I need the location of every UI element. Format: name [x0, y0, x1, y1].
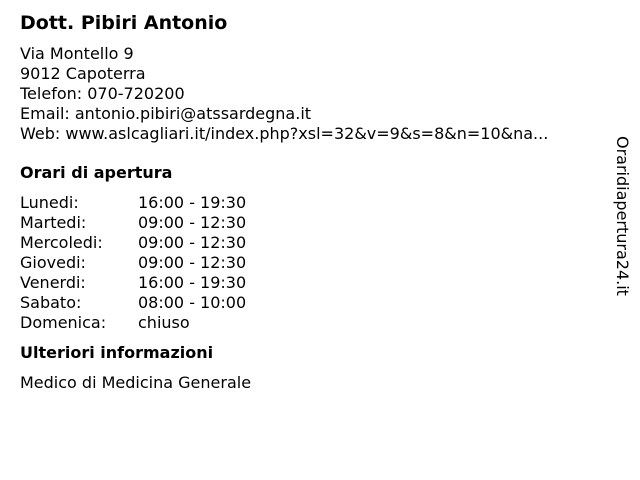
address-street: Via Montello 9: [20, 44, 134, 63]
additional-info-text: Medico di Medicina Generale: [20, 373, 252, 392]
time-value: chiuso: [138, 313, 190, 332]
time-value: 16:00 - 19:30: [138, 273, 247, 292]
hours-row-monday: [20, 193, 610, 213]
day-label: Domenica:: [20, 313, 107, 332]
time-value: 09:00 - 12:30: [138, 253, 247, 272]
email-line: Email: antonio.pibiri@atssardegna.it: [20, 104, 312, 123]
address-city: 9012 Capoterra: [20, 64, 146, 83]
hours-row-saturday: [20, 293, 610, 313]
hours-row-wednesday: [20, 233, 610, 253]
time-value: 09:00 - 12:30: [138, 233, 247, 252]
opening-hours-title: Orari di apertura: [20, 163, 173, 182]
time-value: 09:00 - 12:30: [138, 213, 247, 232]
day-label: Mercoledi:: [20, 233, 103, 252]
hours-row-sunday: [20, 313, 610, 333]
opening-hours-table: [20, 193, 610, 333]
additional-info-title: Ulteriori informazioni: [20, 343, 214, 362]
brand-watermark: Oraridiapertura24.it: [613, 136, 632, 296]
hours-row-friday: [20, 273, 610, 293]
day-label: Sabato:: [20, 293, 82, 312]
day-label: Martedi:: [20, 213, 87, 232]
day-label: Venerdi:: [20, 273, 86, 292]
day-label: Lunedi:: [20, 193, 79, 212]
web-line: Web: www.aslcagliari.it/index.php?xsl=32&v=9&s=8&n=10&na...: [20, 124, 549, 143]
day-label: Giovedi:: [20, 253, 86, 272]
hours-row-thursday: [20, 253, 610, 273]
phone-line: Telefon: 070-720200: [20, 84, 185, 103]
hours-row-tuesday: [20, 213, 610, 233]
time-value: 16:00 - 19:30: [138, 193, 247, 212]
doctor-name: Dott. Pibiri Antonio: [20, 12, 228, 34]
doctor-card: [20, 10, 610, 393]
time-value: 08:00 - 10:00: [138, 293, 247, 312]
